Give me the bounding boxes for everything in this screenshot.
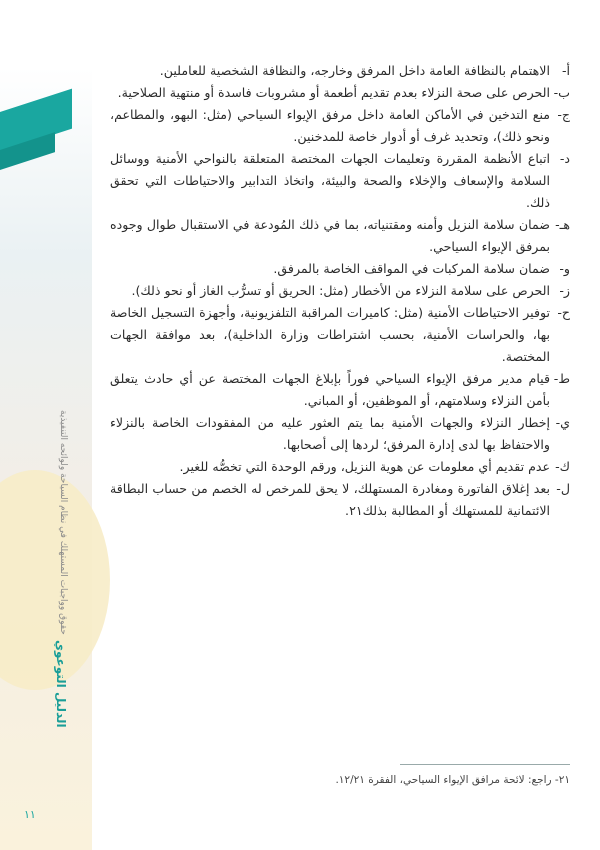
list-item bbox=[110, 148, 570, 214]
item-marker: د- bbox=[559, 151, 570, 166]
list-item bbox=[110, 478, 570, 522]
item-marker: و- bbox=[559, 261, 570, 276]
item-text: اتباع الأنظمة المقررة وتعليمات الجهات المختصة المتعلقة بالنواحي الأمنية ووسائل السلامة والإسعاف والإخلاء والصحة والبيئة، واتخاذ التدابير والاحتياطات التي تحقق ذلك. bbox=[110, 151, 550, 210]
guide-subtitle: حقوق وواجبات المستهلك في نظام السياحة ولوائحه التنفيذية bbox=[58, 409, 68, 635]
list-item bbox=[110, 60, 570, 82]
item-text: ضمان سلامة المركبات في المواقف الخاصة بالمرفق. bbox=[273, 261, 550, 276]
footnote: ٢١- راجع: لائحة مرافق الإيواء السياحي، الفقرة ١٢/٢١. bbox=[335, 774, 570, 786]
item-text: توفير الاحتياطات الأمنية (مثل: كاميرات المراقبة التلفزيونية، وأجهزة التسجيل الخاصة بها، والحراسات الأمنية، بحسب اشتراطات وزارة الداخلية)، بعد موافقة الجهات المختصة. bbox=[110, 305, 550, 364]
list-item bbox=[110, 456, 570, 478]
page-number: ١١ bbox=[24, 808, 36, 821]
item-text: الحرص على سلامة النزلاء من الأخطار (مثل: الحريق أو تسرُّب الغاز أو نحو ذلك). bbox=[131, 283, 550, 298]
list-item bbox=[110, 82, 570, 104]
list-item bbox=[110, 368, 570, 412]
item-marker: ط- bbox=[553, 371, 570, 386]
list-item bbox=[110, 104, 570, 148]
item-marker: ل- bbox=[556, 481, 570, 496]
item-marker: ك- bbox=[555, 459, 570, 474]
item-marker: ي- bbox=[555, 415, 570, 430]
item-text: بعد إغلاق الفاتورة ومغادرة المستهلك، لا يحق للمرخص له الخصم من حساب البطاقة الائتمانية للمستهلك أو المطالبة بذلك٢١. bbox=[110, 481, 550, 518]
item-text: ضمان سلامة النزيل وأمنه ومقتنياته، بما في ذلك المُودعة في الاستقبال طوال وجوده بمرفق الإيواء السياحي. bbox=[110, 217, 550, 254]
list-item bbox=[110, 214, 570, 258]
item-marker: هـ- bbox=[555, 217, 570, 232]
item-text: الحرص على صحة النزلاء بعدم تقديم أطعمة أو مشروبات فاسدة أو منتهية الصلاحية. bbox=[117, 85, 550, 100]
item-text: قيام مدير مرفق الإيواء السياحي فوراً بإبلاغ الجهات المختصة عن أي حادث يتعلق بأمن النزلاء وسلامتهم، أو الموظفين، أو المباني. bbox=[110, 371, 550, 408]
item-text: إخطار النزلاء والجهات الأمنية بما يتم العثور عليه من المفقودات الخاصة بالنزلاء والاحتفاظ بها لدى إدارة المرفق؛ لردها إلى أصحابها. bbox=[110, 415, 550, 452]
running-header bbox=[14, 168, 68, 728]
list-item bbox=[110, 302, 570, 368]
item-text: الاهتمام بالنظافة العامة داخل المرفق وخارجه، والنظافة الشخصية للعاملين. bbox=[159, 63, 550, 78]
item-marker: ب- bbox=[553, 85, 570, 100]
list-item bbox=[110, 258, 570, 280]
item-marker: أ- bbox=[561, 63, 570, 78]
item-text: منع التدخين في الأماكن العامة داخل مرفق الإيواء السياحي (مثل: البهو، والمطاعم، ونحو ذلك)، وتحديد غرف أو أدوار خاصة للمدخنين. bbox=[110, 107, 550, 144]
item-text: عدم تقديم أي معلومات عن هوية النزيل، ورقم الوحدة التي تخصُّه للغير. bbox=[179, 459, 550, 474]
item-marker: ج- bbox=[557, 107, 570, 122]
list-item bbox=[110, 412, 570, 456]
list-item bbox=[110, 280, 570, 302]
footnote-divider bbox=[400, 764, 570, 765]
item-marker: ح- bbox=[557, 305, 570, 320]
guide-title: الدليل التوعوي bbox=[54, 640, 68, 728]
obligations-list bbox=[110, 60, 570, 522]
item-marker: ز- bbox=[559, 283, 570, 298]
